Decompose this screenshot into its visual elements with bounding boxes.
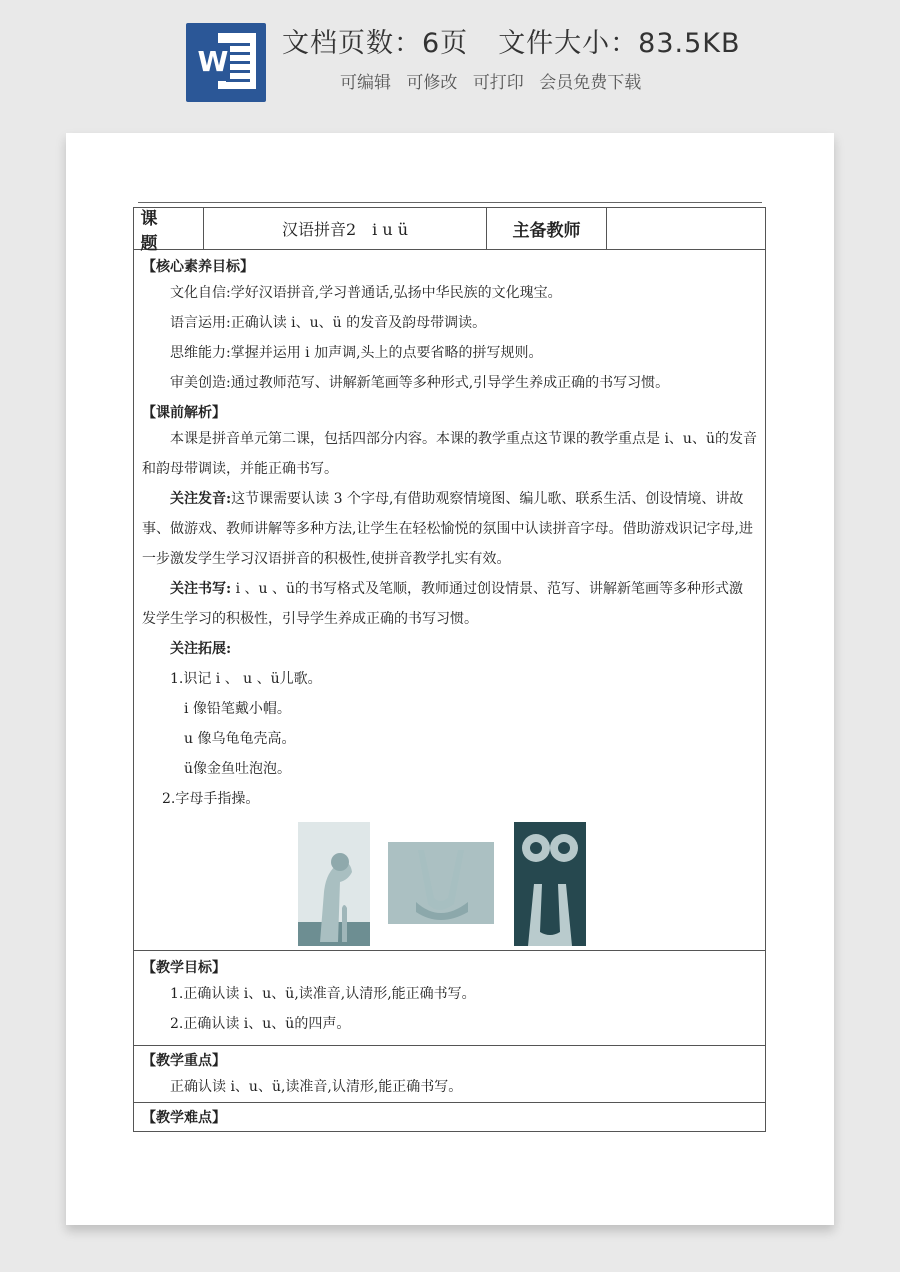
feature-printable: 可打印 bbox=[472, 73, 524, 93]
expansion-label: 关注拓展: bbox=[170, 641, 232, 657]
finger-exercise-title: 2.字母手指操。 bbox=[162, 791, 260, 807]
topic-value: 汉语拼音2 i u ü bbox=[204, 208, 487, 249]
header-rule bbox=[138, 202, 762, 203]
pronunciation-paragraph bbox=[142, 484, 757, 574]
pre-analysis-heading: 【课前解析】 bbox=[142, 405, 226, 421]
core-goal-item: 审美创造:通过教师范写、讲解新笔画等多种形式,引导学生养成正确的书写习惯。 bbox=[170, 375, 670, 391]
rhyme-line: ü像金鱼吐泡泡。 bbox=[184, 761, 292, 777]
finger-u-photo bbox=[388, 842, 494, 924]
teacher-label: 主备教师 bbox=[487, 208, 607, 249]
key-points-heading: 【教学重点】 bbox=[142, 1053, 226, 1069]
teaching-goal-item: 1.正确认读 i、u、ü,读准音,认清形,能正确书写。 bbox=[170, 986, 476, 1002]
finger-i-photo bbox=[298, 822, 370, 946]
teaching-goal-item: 2.正确认读 i、u、ü的四声。 bbox=[170, 1016, 351, 1032]
difficulties-heading: 【教学难点】 bbox=[142, 1110, 226, 1126]
feature-member-free: 会员免费下载 bbox=[539, 73, 642, 93]
topic-row bbox=[134, 208, 765, 254]
document-page bbox=[66, 133, 834, 1225]
feature-editable: 可编辑 bbox=[340, 73, 391, 93]
teaching-goals-section bbox=[134, 951, 765, 1046]
key-points-section bbox=[134, 1046, 765, 1103]
word-letter: W bbox=[196, 43, 230, 81]
core-goal-item: 思维能力:掌握并运用 i 加声调,头上的点要省略的拼写规则。 bbox=[170, 345, 543, 361]
lesson-plan-table bbox=[133, 207, 766, 1132]
download-banner bbox=[0, 0, 900, 118]
file-info bbox=[282, 21, 771, 60]
rhyme-title: 1.识记 i 、 u 、ü儿歌。 bbox=[170, 671, 322, 687]
feature-modifiable: 可修改 bbox=[406, 73, 458, 93]
pronunciation-text: 这节课需要认读 3 个字母,有借助观察情境图、编儿歌、联系生活、创设情境、讲故事、做游戏、教师讲解等多种方法,让学生在轻松愉悦的氛围中认读拼音字母。借助游戏识记字母,进一步激发学生学习汉语拼音的积极性,使拼音教学扎实有效。 bbox=[142, 491, 753, 567]
core-goal-item: 语言运用:正确认读 i、u、ü 的发音及韵母带调读。 bbox=[170, 315, 487, 331]
rhyme-line: u 像乌龟龟壳高。 bbox=[184, 731, 296, 747]
core-goal-item: 文化自信:学好汉语拼音,学习普通话,弘扬中华民族的文化瑰宝。 bbox=[170, 285, 562, 301]
teaching-goals-heading: 【教学目标】 bbox=[142, 960, 226, 976]
page-count: 文档页数：6页 bbox=[282, 28, 469, 59]
file-size: 文件大小：83.5KB bbox=[498, 28, 741, 59]
finger-photo-row bbox=[142, 814, 757, 946]
difficulties-section bbox=[134, 1103, 765, 1131]
topic-label: 课 题 bbox=[134, 208, 204, 249]
pronunciation-label: 关注发音: bbox=[170, 491, 232, 507]
finger-v-photo bbox=[514, 822, 586, 946]
rhyme-line: i 像铅笔戴小帽。 bbox=[184, 701, 291, 717]
pre-class-section bbox=[134, 250, 765, 951]
teacher-value bbox=[607, 208, 765, 249]
pre-analysis-intro: 本课是拼音单元第二课，包括四部分内容。本课的教学重点这节课的教学重点是 i、u、ü的发音和韵母带调读，并能正确书写。 bbox=[142, 431, 757, 477]
feature-list bbox=[340, 68, 651, 93]
writing-paragraph bbox=[142, 574, 757, 634]
core-goals-heading: 【核心素养目标】 bbox=[142, 259, 254, 275]
writing-label: 关注书写: bbox=[170, 581, 232, 597]
writing-text: i 、u 、ü的书写格式及笔顺，教师通过创设情景、范写、讲解新笔画等多种形式激发学生学习的积极性，引导学生养成正确的书写习惯。 bbox=[142, 581, 744, 627]
key-points-text: 正确认读 i、u、ü,读准音,认清形,能正确书写。 bbox=[170, 1079, 463, 1095]
word-document-icon bbox=[186, 23, 266, 102]
